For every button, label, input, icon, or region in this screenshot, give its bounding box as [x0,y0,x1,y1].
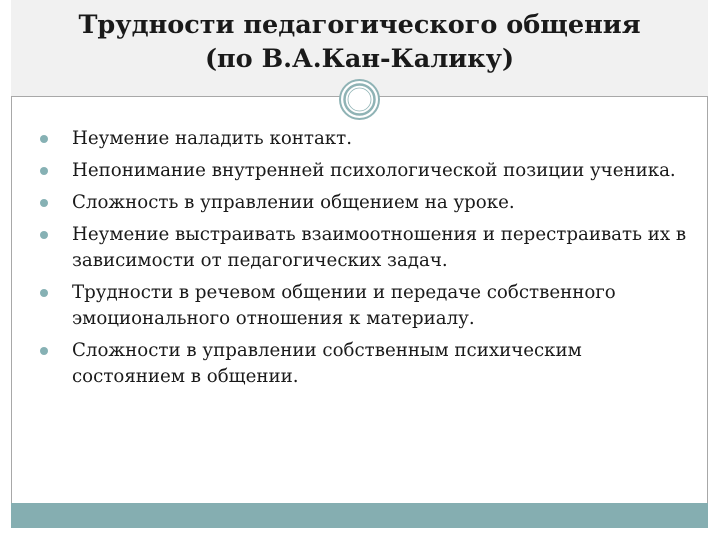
bullet-list [38,126,698,396]
bullet-icon [40,199,48,207]
list-item-text: Неумение наладить контакт. [72,128,353,149]
bullet-icon [40,167,48,175]
list-item [38,126,698,152]
list-item [38,190,698,216]
slide-title: Трудности педагогического общения (по В.А.Кан-Калику) [78,10,641,74]
list-item [38,222,698,274]
bullet-icon [40,231,48,239]
list-item-text: Сложности в управлении собственным психическим состоянием в общении. [72,340,582,387]
list-item-text: Трудности в речевом общении и передаче собственного эмоционального отношения к материалу. [72,282,616,329]
list-item-text: Непонимание внутренней психологической позиции ученика. [72,160,676,181]
list-item [38,158,698,184]
bullet-icon [40,135,48,143]
list-item-text: Сложность в управлении общением на уроке. [72,192,515,213]
list-item [38,280,698,332]
list-item [38,338,698,390]
list-item-text: Неумение выстраивать взаимоотношения и перестраивать их в зависимости от педагогических задач. [72,224,687,271]
double-ring-ornament-icon [339,79,380,120]
bullet-icon [40,289,48,297]
bullet-icon [40,347,48,355]
footer-accent-bar [11,503,708,528]
